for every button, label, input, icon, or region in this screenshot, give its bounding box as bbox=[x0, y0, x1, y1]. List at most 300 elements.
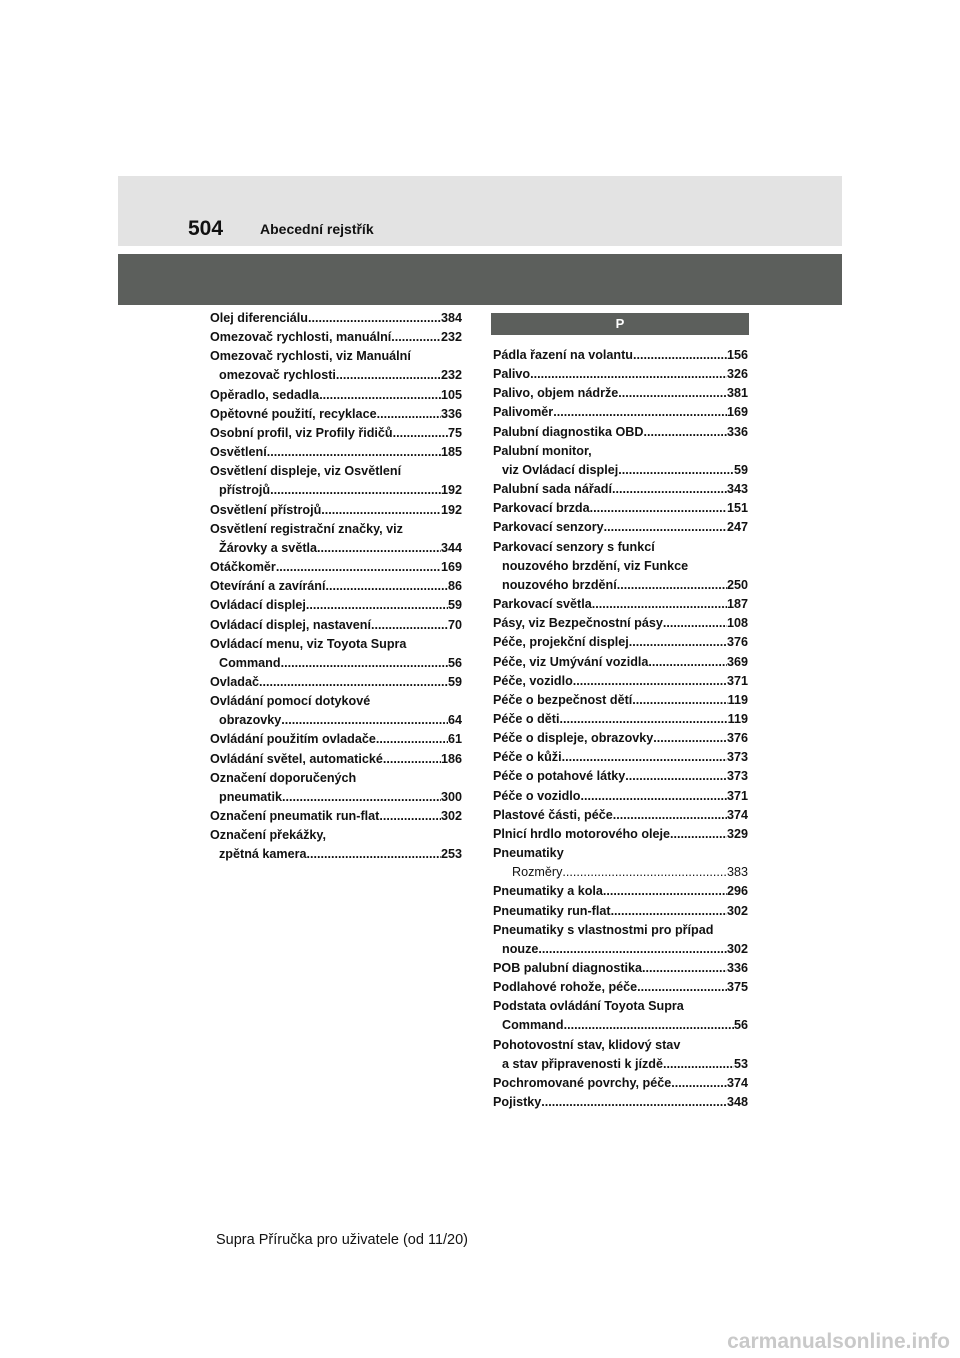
leader-dots bbox=[281, 711, 448, 730]
index-term: Omezovač rychlosti, manuální bbox=[210, 330, 392, 345]
page-reference[interactable]: 384 bbox=[440, 311, 462, 325]
leader-dots bbox=[633, 346, 727, 365]
index-entry bbox=[493, 1093, 748, 1112]
index-entry-line bbox=[493, 959, 748, 978]
index-entry-line bbox=[493, 499, 748, 518]
index-entry bbox=[493, 365, 748, 384]
index-entry-line bbox=[493, 844, 748, 863]
leader-dots bbox=[383, 750, 441, 769]
page-reference[interactable]: 75 bbox=[447, 425, 462, 440]
index-entry-line bbox=[210, 616, 462, 635]
index-entry bbox=[210, 424, 462, 443]
index-entry bbox=[493, 748, 748, 767]
leader-dots bbox=[307, 845, 441, 864]
index-entry-line bbox=[493, 633, 748, 652]
leader-dots bbox=[306, 596, 448, 615]
leader-dots bbox=[270, 481, 441, 500]
leader-dots bbox=[612, 480, 727, 499]
page-reference[interactable]: 232 bbox=[440, 368, 462, 383]
index-entry bbox=[210, 386, 462, 405]
leader-dots bbox=[393, 424, 448, 443]
index-entry-line bbox=[210, 520, 462, 539]
footer-text: Supra Příručka pro uživatele (od 11/20) bbox=[216, 1232, 469, 1248]
leader-dots bbox=[541, 1093, 727, 1112]
index-term: Péče, viz Umývání vozidla bbox=[493, 654, 649, 669]
page-reference[interactable]: 185 bbox=[440, 445, 462, 460]
index-entry-line bbox=[493, 940, 748, 959]
index-entry bbox=[210, 443, 462, 462]
index-entry bbox=[493, 614, 748, 633]
index-entry bbox=[210, 462, 462, 500]
page-number: 504 bbox=[188, 217, 224, 240]
leader-dots bbox=[560, 710, 728, 729]
leader-dots bbox=[564, 1016, 734, 1035]
page-reference[interactable]: 381 bbox=[726, 386, 748, 401]
page-reference[interactable]: 336 bbox=[726, 424, 748, 439]
index-entry bbox=[493, 978, 748, 997]
index-term: Ovládací displej, nastavení bbox=[210, 617, 371, 632]
index-entry-line bbox=[493, 1016, 748, 1035]
index-term: Péče, vozidlo bbox=[493, 673, 573, 688]
index-entry-line bbox=[493, 480, 748, 499]
page-reference[interactable]: 343 bbox=[726, 482, 748, 497]
index-term: Péče o děti bbox=[493, 711, 560, 726]
index-term: Osvětlení bbox=[210, 445, 267, 460]
index-term: Otáčkoměr bbox=[210, 560, 276, 575]
index-entry bbox=[210, 673, 462, 692]
leader-dots bbox=[321, 501, 441, 520]
page-reference[interactable]: 186 bbox=[440, 751, 462, 766]
index-term: Parkovací světla bbox=[493, 597, 592, 612]
page-reference[interactable]: 375 bbox=[726, 980, 748, 995]
page-reference[interactable]: 192 bbox=[440, 483, 462, 498]
page-reference[interactable]: 187 bbox=[726, 597, 748, 612]
index-term: Pochromované povrchy, péče bbox=[493, 1075, 672, 1090]
index-term: Palubní monitor, bbox=[493, 443, 592, 458]
index-entry bbox=[493, 346, 748, 365]
leader-dots bbox=[625, 767, 727, 786]
index-column-right bbox=[493, 346, 748, 1112]
index-term: Ovládací displej bbox=[210, 598, 306, 613]
index-term: Péče o potahové látky bbox=[493, 769, 626, 784]
leader-dots bbox=[282, 788, 441, 807]
index-term: Parkovací senzory bbox=[493, 520, 604, 535]
index-entry-line bbox=[210, 347, 462, 366]
index-entry bbox=[210, 730, 462, 749]
leader-dots bbox=[376, 730, 448, 749]
index-entry bbox=[210, 309, 462, 328]
index-entry-line bbox=[493, 1074, 748, 1093]
page-reference[interactable]: 250 bbox=[726, 577, 748, 592]
page-reference[interactable]: 344 bbox=[440, 540, 462, 555]
leader-dots bbox=[663, 614, 727, 633]
index-entry bbox=[493, 595, 748, 614]
index-term: přístrojů bbox=[219, 483, 271, 498]
page-reference[interactable]: 336 bbox=[726, 961, 748, 975]
page-reference[interactable]: 108 bbox=[726, 616, 748, 631]
index-entry-line bbox=[493, 767, 748, 786]
page-reference[interactable]: 56 bbox=[733, 1018, 748, 1033]
index-term: Ovládací menu, viz Toyota Supra bbox=[210, 636, 407, 651]
page-reference[interactable]: 192 bbox=[440, 502, 462, 517]
index-entry-line bbox=[493, 997, 748, 1016]
page-reference[interactable]: 383 bbox=[726, 865, 748, 880]
leader-dots bbox=[259, 673, 448, 692]
page-reference[interactable]: 348 bbox=[726, 1095, 748, 1110]
index-term: Palivo bbox=[493, 367, 531, 382]
index-entry bbox=[493, 499, 748, 518]
index-entry-line bbox=[493, 423, 748, 442]
index-entry-line bbox=[493, 882, 748, 901]
index-entry-line bbox=[210, 443, 462, 462]
leader-dots bbox=[562, 748, 727, 767]
index-term: Péče o vozidlo bbox=[493, 788, 581, 803]
index-entry bbox=[493, 633, 748, 652]
index-entry-line bbox=[210, 711, 462, 730]
page-reference[interactable]: 371 bbox=[726, 673, 748, 688]
page-reference[interactable]: 253 bbox=[440, 847, 462, 862]
page-reference[interactable]: 59 bbox=[733, 462, 748, 477]
leader-dots bbox=[653, 729, 727, 748]
index-entry-line bbox=[210, 845, 462, 864]
index-entry-line bbox=[210, 635, 462, 654]
page-reference[interactable]: 374 bbox=[726, 807, 748, 822]
index-entry-line bbox=[493, 538, 748, 557]
index-term: viz Ovládací displej bbox=[502, 462, 619, 477]
page-reference[interactable]: 105 bbox=[440, 387, 462, 402]
index-term: Pádla řazení na volantu bbox=[493, 348, 633, 362]
index-entry-line bbox=[493, 691, 748, 710]
page-reference[interactable]: 296 bbox=[726, 884, 748, 899]
leader-dots bbox=[632, 691, 727, 710]
index-term: nouze bbox=[502, 941, 539, 956]
index-entry-line bbox=[493, 384, 748, 403]
index-term: Péče o kůži bbox=[493, 750, 562, 765]
index-term: Osvětlení přístrojů bbox=[210, 502, 322, 517]
index-term: Osvětlení displeje, viz Osvětlení bbox=[210, 464, 402, 479]
index-term: Péče o bezpečnost dětí bbox=[493, 692, 633, 707]
leader-dots bbox=[670, 825, 727, 844]
leader-dots bbox=[580, 787, 727, 806]
index-term: a stav připravenosti k jízdě bbox=[502, 1056, 663, 1071]
index-term: Pneumatiky bbox=[493, 846, 564, 861]
leader-dots bbox=[611, 902, 727, 921]
leader-dots bbox=[617, 576, 727, 595]
index-entry-line bbox=[210, 654, 462, 673]
leader-dots bbox=[643, 423, 727, 442]
index-entry-line bbox=[493, 863, 748, 882]
index-entry bbox=[210, 596, 462, 615]
leader-dots bbox=[671, 1074, 727, 1093]
page-reference[interactable]: 376 bbox=[726, 731, 748, 746]
leader-dots bbox=[319, 386, 441, 405]
index-entry-line bbox=[493, 1055, 748, 1074]
index-term: Otevírání a zavírání bbox=[210, 579, 326, 594]
section-title: Abecední rejstřík bbox=[260, 221, 374, 237]
index-entry bbox=[493, 403, 748, 422]
leader-dots bbox=[590, 499, 727, 518]
index-entry bbox=[210, 826, 462, 864]
page-reference[interactable]: 61 bbox=[447, 732, 462, 747]
index-entry-line bbox=[493, 614, 748, 633]
index-term: Palubní diagnostika OBD bbox=[493, 424, 644, 439]
index-entry-line bbox=[210, 596, 462, 615]
index-term: Ovládání použitím ovladače bbox=[210, 732, 376, 747]
index-entry bbox=[493, 1074, 748, 1093]
index-entry bbox=[493, 442, 748, 480]
index-entry bbox=[493, 882, 748, 901]
index-term: Plastové části, péče bbox=[493, 807, 613, 822]
index-entry-line bbox=[210, 692, 462, 711]
index-entry-line bbox=[210, 558, 462, 577]
page-reference[interactable]: 119 bbox=[727, 711, 748, 726]
leader-dots bbox=[648, 653, 727, 672]
leader-dots bbox=[663, 1055, 734, 1074]
index-entry-line bbox=[210, 481, 462, 500]
index-term: Ovládání pomocí dotykové bbox=[210, 694, 371, 709]
leader-dots bbox=[326, 577, 448, 596]
index-term: POB palubní diagnostika bbox=[493, 961, 643, 975]
page-reference[interactable]: 70 bbox=[447, 617, 462, 632]
index-entry-line bbox=[493, 403, 748, 422]
index-term: Palivoměr bbox=[493, 405, 554, 420]
leader-dots bbox=[553, 403, 727, 422]
index-term: nouzového brzdění, viz Funkce bbox=[502, 558, 689, 573]
index-entry-line bbox=[493, 787, 748, 806]
index-term: Pneumatiky s vlastnostmi pro případ bbox=[493, 922, 714, 937]
index-entry-line bbox=[210, 577, 462, 596]
page-reference[interactable]: 156 bbox=[726, 348, 748, 362]
leader-dots bbox=[371, 616, 448, 635]
index-term: Žárovky a světla bbox=[219, 540, 318, 555]
page-reference[interactable]: 373 bbox=[726, 750, 748, 765]
page-reference[interactable]: 86 bbox=[447, 579, 462, 594]
index-entry-line bbox=[210, 462, 462, 481]
page-reference[interactable]: 64 bbox=[447, 713, 462, 728]
page-reference[interactable]: 326 bbox=[726, 367, 748, 382]
leader-dots bbox=[276, 558, 441, 577]
index-entry-line bbox=[493, 921, 748, 940]
leader-dots bbox=[618, 461, 734, 480]
index-entry-line bbox=[210, 826, 462, 845]
header-bar bbox=[118, 176, 842, 246]
index-entry bbox=[210, 347, 462, 385]
index-term: Ovladač bbox=[210, 674, 260, 689]
leader-dots bbox=[336, 366, 441, 385]
index-entry bbox=[493, 787, 748, 806]
index-entry bbox=[493, 729, 748, 748]
page-reference[interactable]: 300 bbox=[440, 789, 462, 804]
index-entry-line bbox=[493, 576, 748, 595]
leader-dots bbox=[379, 807, 441, 826]
leader-dots bbox=[267, 443, 441, 462]
index-entry bbox=[210, 769, 462, 807]
index-entry bbox=[493, 1036, 748, 1074]
index-term: Omezovač rychlosti, viz Manuální bbox=[210, 349, 411, 364]
index-entry bbox=[493, 921, 748, 959]
page-reference[interactable]: 302 bbox=[440, 809, 462, 824]
page-reference[interactable]: 302 bbox=[726, 903, 748, 918]
index-term: obrazovky bbox=[219, 713, 282, 728]
index-entry-line bbox=[210, 386, 462, 405]
page-reference[interactable]: 232 bbox=[440, 330, 462, 345]
leader-dots bbox=[377, 405, 441, 424]
leader-dots bbox=[391, 328, 441, 347]
index-term: pneumatik bbox=[219, 789, 282, 804]
page-reference[interactable]: 59 bbox=[447, 598, 462, 613]
index-term: Opětovné použití, recyklace bbox=[210, 406, 377, 421]
index-term: Command bbox=[219, 655, 281, 670]
index-entry bbox=[210, 501, 462, 520]
index-entry-line bbox=[210, 788, 462, 807]
index-entry-line bbox=[493, 557, 748, 576]
index-entry bbox=[493, 844, 748, 882]
leader-dots bbox=[618, 384, 727, 403]
index-term: zpětná kamera bbox=[219, 847, 307, 862]
index-entry bbox=[493, 825, 748, 844]
index-entry bbox=[210, 750, 462, 769]
index-entry bbox=[210, 692, 462, 730]
index-entry bbox=[493, 959, 748, 978]
page-reference[interactable]: 119 bbox=[727, 692, 748, 707]
header-dark-band bbox=[118, 254, 842, 305]
leader-dots bbox=[308, 309, 441, 328]
index-term: Pojistky bbox=[493, 1095, 542, 1110]
index-entry-line bbox=[493, 518, 748, 537]
index-entry-line bbox=[493, 365, 748, 384]
index-entry-line bbox=[210, 328, 462, 347]
index-entry bbox=[493, 480, 748, 499]
letter-header: P bbox=[491, 313, 749, 335]
index-entry bbox=[493, 902, 748, 921]
index-entry-line bbox=[493, 442, 748, 461]
index-term: Olej diferenciálu bbox=[210, 311, 308, 325]
index-term: Označení pneumatik run-flat bbox=[210, 809, 380, 824]
index-term: Palivo, objem nádrže bbox=[493, 386, 619, 401]
index-term: Parkovací senzory s funkcí bbox=[493, 539, 655, 554]
index-entry bbox=[493, 691, 748, 710]
leader-dots bbox=[562, 863, 727, 882]
page-reference[interactable]: 59 bbox=[447, 674, 462, 689]
watermark: carmanualsonline.info bbox=[727, 1330, 950, 1353]
index-term: Parkovací brzda bbox=[493, 501, 590, 516]
index-term: Plnicí hrdlo motorového oleje bbox=[493, 826, 671, 841]
index-term: Péče o displeje, obrazovky bbox=[493, 731, 654, 746]
index-term: Command bbox=[502, 1018, 564, 1033]
index-entry bbox=[210, 328, 462, 347]
page-reference[interactable]: 169 bbox=[726, 405, 748, 420]
index-entry bbox=[210, 635, 462, 673]
index-entry-line bbox=[493, 710, 748, 729]
index-term: Ovládání světel, automatické bbox=[210, 751, 383, 766]
leader-dots bbox=[613, 806, 727, 825]
leader-dots bbox=[530, 365, 727, 384]
page-reference[interactable]: 376 bbox=[726, 635, 748, 650]
leader-dots bbox=[642, 959, 727, 978]
index-entry-line bbox=[210, 673, 462, 692]
leader-dots bbox=[317, 539, 441, 558]
page-reference[interactable]: 373 bbox=[726, 769, 748, 784]
index-term: Označení překážky, bbox=[210, 828, 326, 843]
index-term: Osvětlení registrační značky, viz bbox=[210, 521, 403, 536]
page-reference[interactable]: 329 bbox=[726, 826, 748, 841]
leader-dots bbox=[637, 978, 727, 997]
index-entry-line bbox=[493, 902, 748, 921]
page-reference[interactable]: 336 bbox=[440, 406, 462, 421]
index-entry-line bbox=[210, 730, 462, 749]
page-reference[interactable]: 302 bbox=[726, 941, 748, 956]
index-entry-line bbox=[210, 366, 462, 385]
index-entry-line bbox=[210, 750, 462, 769]
index-term: Opěradlo, sedadla bbox=[210, 387, 320, 402]
page-reference[interactable]: 374 bbox=[726, 1075, 748, 1090]
index-term: omezovač rychlosti bbox=[219, 368, 336, 383]
leader-dots bbox=[573, 672, 727, 691]
index-entry bbox=[210, 577, 462, 596]
index-entry-line bbox=[493, 825, 748, 844]
index-entry bbox=[493, 710, 748, 729]
index-entry-line bbox=[210, 309, 462, 328]
index-entry bbox=[493, 806, 748, 825]
index-entry bbox=[493, 767, 748, 786]
page-reference[interactable]: 247 bbox=[726, 520, 748, 535]
index-entry-line bbox=[493, 346, 748, 365]
index-entry-line bbox=[210, 539, 462, 558]
index-entry bbox=[210, 405, 462, 424]
index-entry-line bbox=[210, 501, 462, 520]
index-entry-line bbox=[210, 424, 462, 443]
index-entry-line bbox=[210, 807, 462, 826]
index-term: Rozměry bbox=[512, 865, 563, 880]
page-reference[interactable]: 369 bbox=[726, 654, 748, 669]
index-entry bbox=[493, 518, 748, 537]
index-entry-line bbox=[493, 672, 748, 691]
page-reference[interactable]: 53 bbox=[733, 1056, 748, 1071]
index-entry-line bbox=[493, 978, 748, 997]
page-reference[interactable]: 56 bbox=[447, 655, 462, 670]
leader-dots bbox=[604, 518, 727, 537]
index-entry-line bbox=[493, 806, 748, 825]
index-term: Pneumatiky run-flat bbox=[493, 903, 611, 918]
index-term: Podlahové rohože, péče bbox=[493, 980, 638, 995]
page-reference[interactable]: 151 bbox=[726, 501, 748, 516]
index-entry bbox=[210, 520, 462, 558]
leader-dots bbox=[538, 940, 727, 959]
index-term: Pohotovostní stav, klidový stav bbox=[493, 1037, 681, 1052]
index-term: Palubní sada nářadí bbox=[493, 482, 612, 497]
leader-dots bbox=[592, 595, 727, 614]
index-entry-line bbox=[493, 1036, 748, 1055]
index-entry-line bbox=[493, 595, 748, 614]
index-term: Osobní profil, viz Profily řidičů bbox=[210, 425, 393, 440]
index-entry bbox=[210, 807, 462, 826]
page-reference[interactable]: 371 bbox=[726, 788, 748, 803]
index-entry-line bbox=[493, 1093, 748, 1112]
leader-dots bbox=[629, 633, 727, 652]
leader-dots bbox=[281, 654, 448, 673]
page-reference[interactable]: 169 bbox=[440, 560, 462, 575]
index-entry bbox=[493, 997, 748, 1035]
index-entry bbox=[493, 538, 748, 595]
index-entry-line bbox=[210, 405, 462, 424]
index-entry-line bbox=[493, 461, 748, 480]
leader-dots bbox=[603, 882, 727, 901]
index-entry-line bbox=[493, 729, 748, 748]
index-entry bbox=[493, 384, 748, 403]
index-term: Péče, projekční displej bbox=[493, 635, 629, 650]
index-term: Podstata ovládání Toyota Supra bbox=[493, 999, 684, 1014]
index-term: Označení doporučených bbox=[210, 770, 357, 785]
